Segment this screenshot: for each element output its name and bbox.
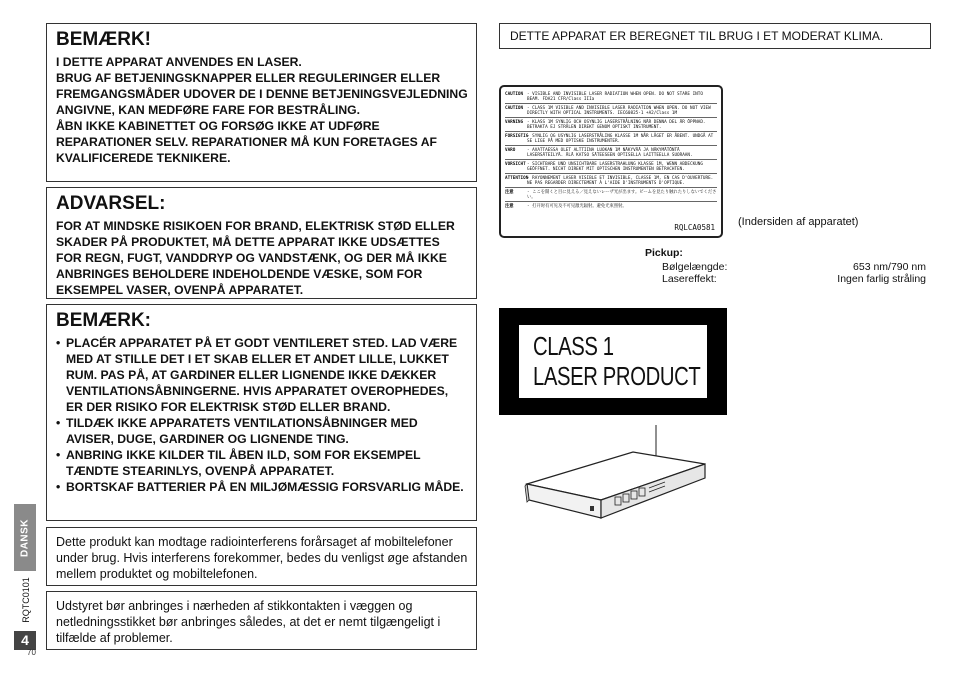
radio-interference-text: Dette produkt kan modtage radiointerferens forårsaget af mobiltelefoner under brug. Hvis interferens forekommer, bedes du venligst øge afstanden mellem produktet og mobiltelefonen. xyxy=(56,535,468,581)
label-row-text: - KLASS 1M SYNLIG OCH OSYNLIG LASERSTRÅLNING NÄR DENNA DEL ÄR ÖPPNAD. BETRAKTA EJ STRÅLEN DIREKT GENOM OPTISKT INSTRUMENT. xyxy=(527,119,706,130)
label-row-key: 注意 xyxy=(505,189,514,195)
notice-line: BRUG AF BETJENINGSKNAPPER ELLER REGULERINGER ELLER FREMGANGSMÅDER UDOVER DE I DENNE BETJENINGSVEJLEDNING ANGIVNE, KAN MEDFØRE FARE FOR BESTRÅLING. xyxy=(56,71,468,117)
laser-warning-label xyxy=(499,85,723,238)
pickup-title: Pickup: xyxy=(645,247,683,259)
label-row-text: - 打开时有可见及不可见激光辐射。避免光束照射。 xyxy=(527,203,627,209)
caution-list xyxy=(56,335,468,495)
label-row xyxy=(505,146,717,160)
laser-product-line: LASER PRODUCT xyxy=(533,361,701,391)
label-row-text: - SICHTBARE UND UNSICHTBARE LASERSTRAHLUNG KLASSE 1M, WENN ABDECKUNG GEÖFFNET. NICHT DIREKT MIT OPTISCHEN INSTRUMENTEN BETRACHTEN. xyxy=(527,161,703,172)
class1-laser-label xyxy=(499,308,727,415)
warning-box xyxy=(46,187,477,299)
radio-interference-box xyxy=(46,527,477,586)
label-row-key: ATTENTION xyxy=(505,175,529,181)
language-tab xyxy=(14,504,36,571)
label-row-key: 注意 xyxy=(505,203,514,209)
warning-heading: ADVARSEL: xyxy=(56,193,166,214)
label-row-text: - VISIBLE AND INVISIBLE LASER RADIATION WHEN OPEN. DO NOT STARE INTO BEAM. FDA21 CFR/Class IIIa xyxy=(527,91,703,102)
label-row-key: VARO xyxy=(505,147,516,153)
caution-bullet: • ANBRING IKKE KILDER TIL ÅBEN ILD, SOM FOR EKSEMPEL TÆNDTE STEARINLYS, OVENPÅ APPARATET. xyxy=(56,447,468,479)
label-row xyxy=(505,118,717,132)
outlet-box xyxy=(46,591,477,650)
label-row-key: CAUTION xyxy=(505,91,524,97)
label-row xyxy=(505,188,717,202)
device-illustration xyxy=(515,420,715,530)
notice-box xyxy=(46,23,477,182)
label-caption: (Indersiden af apparatet) xyxy=(738,216,859,228)
label-code: RQLCA0581 xyxy=(674,223,715,232)
class1-label-inner xyxy=(519,325,707,398)
climate-text: DETTE APPARAT ER BEREGNET TIL BRUG I ET MODERAT KLIMA. xyxy=(510,29,884,43)
label-row-key: FORSIGTIG xyxy=(505,133,529,139)
notice-text xyxy=(56,54,468,166)
wavelength-label: Bølgelængde: xyxy=(662,261,728,273)
label-row xyxy=(505,132,717,146)
class1-line: CLASS 1 xyxy=(533,331,614,361)
label-row-key: VORSICHT xyxy=(505,161,526,167)
page-number: 4 xyxy=(14,631,36,650)
caution-bullet: • PLACÉR APPARATET PÅ ET GODT VENTILERET STED. LAD VÆRE MED AT STILLE DET I ET SKAB ELLER ET ANDET LILLE, LUKKET RUM. PAS PÅ, AT GARDINER ELLER LIGNENDE IKKE DÆKKER VENTILATIONSÅBNINGERNE. HVIS APPARATET OVEROPHEDES, ER DER RISIKO FOR ELEKTRISK STØD ELLER BRAND. xyxy=(56,335,468,415)
label-row xyxy=(505,174,717,188)
label-row xyxy=(505,104,717,118)
label-row-text: - ここを開くと目に見える／見えないレーザ光が出ます。ビームを見たり触れたりしないでください。 xyxy=(527,189,717,200)
notice-line: I DETTE APPARAT ANVENDES EN LASER. xyxy=(56,55,302,69)
label-row-key: CAUTION xyxy=(505,105,524,111)
caution-heading: BEMÆRK: xyxy=(56,310,151,331)
label-row-text: - SYNLIG OG USYNLIG LASERSTRÅLING KLASSE 1M NÅR LÅGET ER ÅBENT. UNDGÅ AT SE LIGE PÅ MED OPTISKE INSTRUMENTER. xyxy=(527,133,714,144)
outlet-text: Udstyret bør anbringes i nærheden af stikkontakten i væggen og netledningsstikket bør anbringes således, at det er nemt tilgængeligt i tilfælde af problemer. xyxy=(56,599,441,645)
notice-heading: BEMÆRK! xyxy=(56,29,151,50)
power-value: Ingen farlig stråling xyxy=(837,273,926,285)
caution-bullet: • BORTSKAF BATTERIER PÅ EN MILJØMÆSSIG FORSVARLIG MÅDE. xyxy=(56,479,468,495)
label-row xyxy=(505,202,717,210)
caution-box xyxy=(46,304,477,521)
label-row-text: - RAYONNEMENT LASER VISIBLE ET INVISIBLE, CLASSE 1M, EN CAS D'OUVERTURE. NE PAS REGARDER DIRECTEMENT À L'AIDE D'INSTRUMENTS D'OPTIQUE. xyxy=(527,175,714,186)
label-row-text: - AVATTAESSA OLET ALTTIINA LUOKAN 1M NÄKYVÄÄ JA NÄKYMÄTÖNTÄ LASERSÄTEILYÄ. ÄLÄ KATSO SÄTEESEEN OPTISELLA LAITTEELLA SUORAAN. xyxy=(527,147,693,158)
warning-text: FOR AT MINDSKE RISIKOEN FOR BRAND, ELEKTRISK STØD ELLER SKADER PÅ PRODUKTET, MÅ DETTE APPARAT IKKE UDSÆTTES FOR REGN, FUGT, VANDDRYP OG VANDSTÆNK, OG DER MÅ IKKE ANBRINGES BEHOLDERE INDEHOLDENDE VÆSKE, SOM FOR EKSEMPEL VASER, OVENPÅ APPARATET. xyxy=(56,219,455,297)
climate-box xyxy=(499,23,931,49)
label-row-key: VARNING xyxy=(505,119,524,125)
label-row-text: - CLASS 1M VISIBLE AND INVISIBLE LASER RADIATION WHEN OPEN. DO NOT VIEW DIRECTLY WITH OPTICAL INSTRUMENTS. IEC60825-1 +A2/Class 1M xyxy=(527,105,711,116)
caution-bullet: • TILDÆK IKKE APPARATETS VENTILATIONSÅBNINGER MED AVISER, DUGE, GARDINER OG LIGNENDE TING. xyxy=(56,415,468,447)
notice-line: ÅBN IKKE KABINETTET OG FORSØG IKKE AT UDFØRE REPARATIONER SELV. REPARATIONER MÅ KUN FORETAGES AF KVALIFICEREDE TEKNIKERE. xyxy=(56,119,437,165)
language-tab-label: DANSK xyxy=(19,518,31,557)
wavelength-value: 653 nm/790 nm xyxy=(853,261,926,273)
page-sub-number: 70 xyxy=(27,648,36,657)
label-row xyxy=(505,90,717,104)
power-label: Lasereffekt: xyxy=(662,273,717,285)
document-code: RQTC0101 xyxy=(21,577,31,623)
label-row xyxy=(505,160,717,174)
